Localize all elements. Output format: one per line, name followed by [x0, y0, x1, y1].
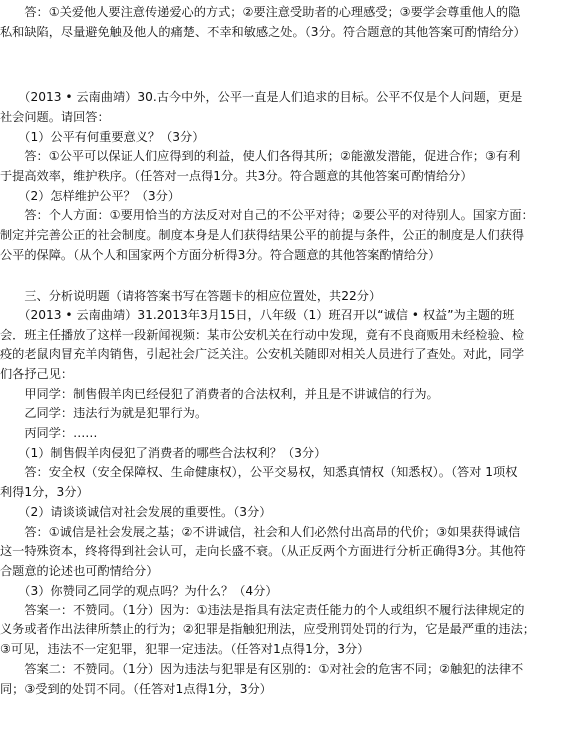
text-line: 乙同学：违法行为就是犯罪行为。 — [0, 406, 208, 420]
text-line: 私和缺陷，尽量避免触及他人的痛楚、不幸和敏感之处。（3分。符合题意的其他答案可酌情给分） — [0, 25, 526, 39]
text-line: 同；③受到的处罚不同。（任答对1点得1分，3分） — [0, 682, 272, 696]
text-line: （2013 • 云南曲靖）30.古今中外，公平一直是人们追求的目标。公平不仅是个人问题，更是 — [0, 90, 523, 104]
text-line: 答：个人方面：①要用恰当的方法反对对自己的不公平对待；②要公平的对待别人。国家方面： — [0, 208, 534, 222]
text-line: （2）怎样维护公平？（3分） — [0, 189, 181, 203]
text-line: 这一特殊资本，终将得到社会认可，走向长盛不衰。（从正反两个方面进行分析正确得3分。其他符 — [0, 544, 526, 558]
text-line: 答：①关爱他人要注意传递爱心的方式；②要注意受助者的心理感受；③要学会尊重他人的隐 — [0, 5, 521, 19]
text-line: 答案一：不赞同。（1分）因为：①违法是指具有法定责任能力的个人或组织不履行法律规定的 — [0, 603, 525, 617]
text-line: 答：①公平可以保证人们应得到的利益，使人们各得其所；②能激发潜能，促进合作；③有利 — [0, 149, 521, 163]
text-line: 三、分析说明题（请将答案书写在答题卡的相应位置处，共22分） — [0, 289, 382, 303]
text-line: ③可见，违法不一定犯罪，犯罪一定违法。（任答对1点得1分，3分） — [0, 642, 370, 656]
text-line: 于提高效率，维护秩序。（任答对一点得1分。共3分。符合题意的其他答案可酌情给分） — [0, 169, 473, 183]
text-line: 会．班主任播放了这样一段新闻视频：某市公安机关在行动中发现，竟有不良商贩用未经检验、检 — [0, 328, 525, 342]
text-line: （1）制售假羊肉侵犯了消费者的哪些合法权利？（3分） — [0, 446, 327, 460]
text-line: 制定并完善公正的社会制度。制度本身是人们获得结果公平的前提与条件，公正的制度是人们获得 — [0, 228, 525, 242]
text-line: 义务或者作出法律所禁止的行为；②犯罪是指触犯刑法，应受刑罚处罚的行为，它是最严重的违法； — [0, 622, 535, 636]
text-line: （2）请谈谈诚信对社会发展的重要性。（3分） — [0, 505, 272, 519]
text-line: （2013 • 云南曲靖）31.2013年3月15日，八年级（1）班召开以“诚信 • 权益”为主题的班 — [0, 308, 515, 322]
text-line: 答：①诚信是社会发展之基；②不讲诚信，社会和人们必然付出高昂的代价；③如果获得诚信 — [0, 525, 521, 539]
text-line: 答：安全权（安全保障权、生命健康权），公平交易权，知悉真情权（知悉权）。（答对 1项权 — [0, 465, 518, 479]
text-line: 利得1分，3分） — [0, 485, 89, 499]
text-line: 甲同学：制售假羊肉已经侵犯了消费者的合法权利，并且是不讲诚信的行为。 — [0, 387, 439, 401]
text-line: 们各抒己见： — [0, 367, 74, 381]
text-line: 合题意的论述也可酌情给分） — [0, 564, 159, 578]
text-line: （1）公平有何重要意义？（3分） — [0, 130, 205, 144]
text-line: 疫的老鼠肉冒充羊肉销售，引起社会广泛关注。公安机关随即对相关人员进行了查处。对此，同学 — [0, 347, 525, 361]
text-line: 社会问题。请回答： — [0, 110, 110, 124]
text-line: 答案二：不赞同。（1分）因为违法与犯罪是有区别的：①对社会的危害不同；②触犯的法律不 — [0, 662, 524, 676]
text-line: 公平的保障。（从个人和国家两个方面分析得3分。符合题意的其他答案酌情给分） — [0, 248, 441, 262]
text-line: 丙同学：…… — [0, 426, 98, 440]
text-line: （3）你赞同乙同学的观点吗？为什么？（4分） — [0, 584, 278, 598]
